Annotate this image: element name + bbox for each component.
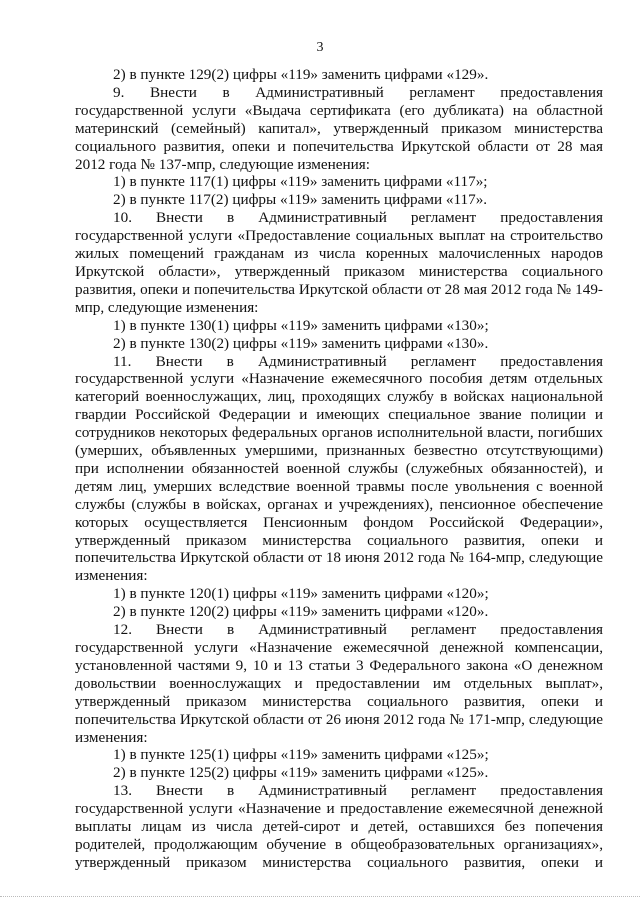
paragraph: 2) в пункте 130(2) цифры «119» заменить цифрами «130». [113, 334, 489, 352]
paragraph: 2) в пункте 129(2) цифры «119» заменить цифрами «129». [113, 66, 489, 83]
paragraph: 2) в пункте 120(2) цифры «119» заменить цифрами «120». [113, 603, 489, 621]
paragraph: 2) в пункте 125(2) цифры «119» заменить цифрами «125». [113, 764, 489, 782]
document-body [75, 66, 603, 872]
paragraph: 1) в пункте 117(1) цифры «119» заменить цифрами «117»; [113, 173, 488, 191]
paragraph: 1) в пункте 120(1) цифры «119» заменить цифрами «120»; [113, 585, 489, 603]
paragraph: 1) в пункте 130(1) цифры «119» заменить цифрами «130»; [113, 316, 489, 334]
paragraph: 12. Внести в Административный регламент предоставления государственной услуги «Назначение ежемесячной денежной компенсации, установленной частями 9, 10 и 13 статьи 3 Федерального закона «О денежном довольствии военнослужащих и предоставлении им отдельных выплат», утвержденный приказом министерства социального развития, опеки и попечительства Иркутской области от 26 июня 2012 года № 171-мпр, следующие изменения: [75, 621, 603, 746]
page-number: 3 [316, 40, 324, 55]
page-footer-rule [0, 896, 640, 898]
paragraph: 9. Внести в Административный регламент предоставления государственной услуги «Выдача сертификата (его дубликата) на областной материнский (семейный) капитал», утвержденный приказом министерства социального развития, опеки и попечительства Иркутской области от 28 мая 2012 года № 137-мпр, следующие изменения: [75, 83, 603, 173]
paragraph: 1) в пункте 125(1) цифры «119» заменить цифрами «125»; [113, 746, 489, 764]
paragraph: 11. Внести в Административный регламент предоставления государственной услуги «Назначение ежемесячного пособия детям отдельных категорий военнослужащих, лиц, проходящих службу в войсках национальной гвардии Российской Федерации и имеющих специальное звание полиции и сотрудников некоторых федеральных органов исполнительной власти, погибших (умерших, объявленных умершими, признанных безвестно отсутствующими) при исполнении обязанностей военной службы (служебных обязанностей), и детям лиц, умерших вследствие военной травмы после увольнения с военной службы (службы в войсках, органах и учреждениях), пенсионное обеспечение которых осуществляется Пенсионным фондом Российской Федерации», утвержденный приказом министерства социального развития, опеки и попечительства Иркутской области от 18 июня 2012 года № 164-мпр, следующие изменения: [75, 352, 603, 585]
paragraph: 2) в пункте 117(2) цифры «119» заменить цифрами «117». [113, 191, 488, 209]
paragraph: 10. Внести в Административный регламент предоставления государственной услуги «Предоставление социальных выплат на строительство жилых помещений гражданам из числа коренных малочисленных народов Иркутской области», утвержденный приказом министерства социального развития, опеки и попечительства Иркутской области от 28 мая 2012 года № 149-мпр, следующие изменения: [75, 209, 603, 316]
paragraph: 13. Внести в Административный регламент предоставления государственной услуги «Назначение и предоставление ежемесячной денежной выплаты лицам из числа детей-сирот и детей, оставшихся без попечения родителей, продолжающим обучение в общеобразовательных организациях», утвержденный приказом министерства социального развития, опеки и [75, 782, 603, 871]
